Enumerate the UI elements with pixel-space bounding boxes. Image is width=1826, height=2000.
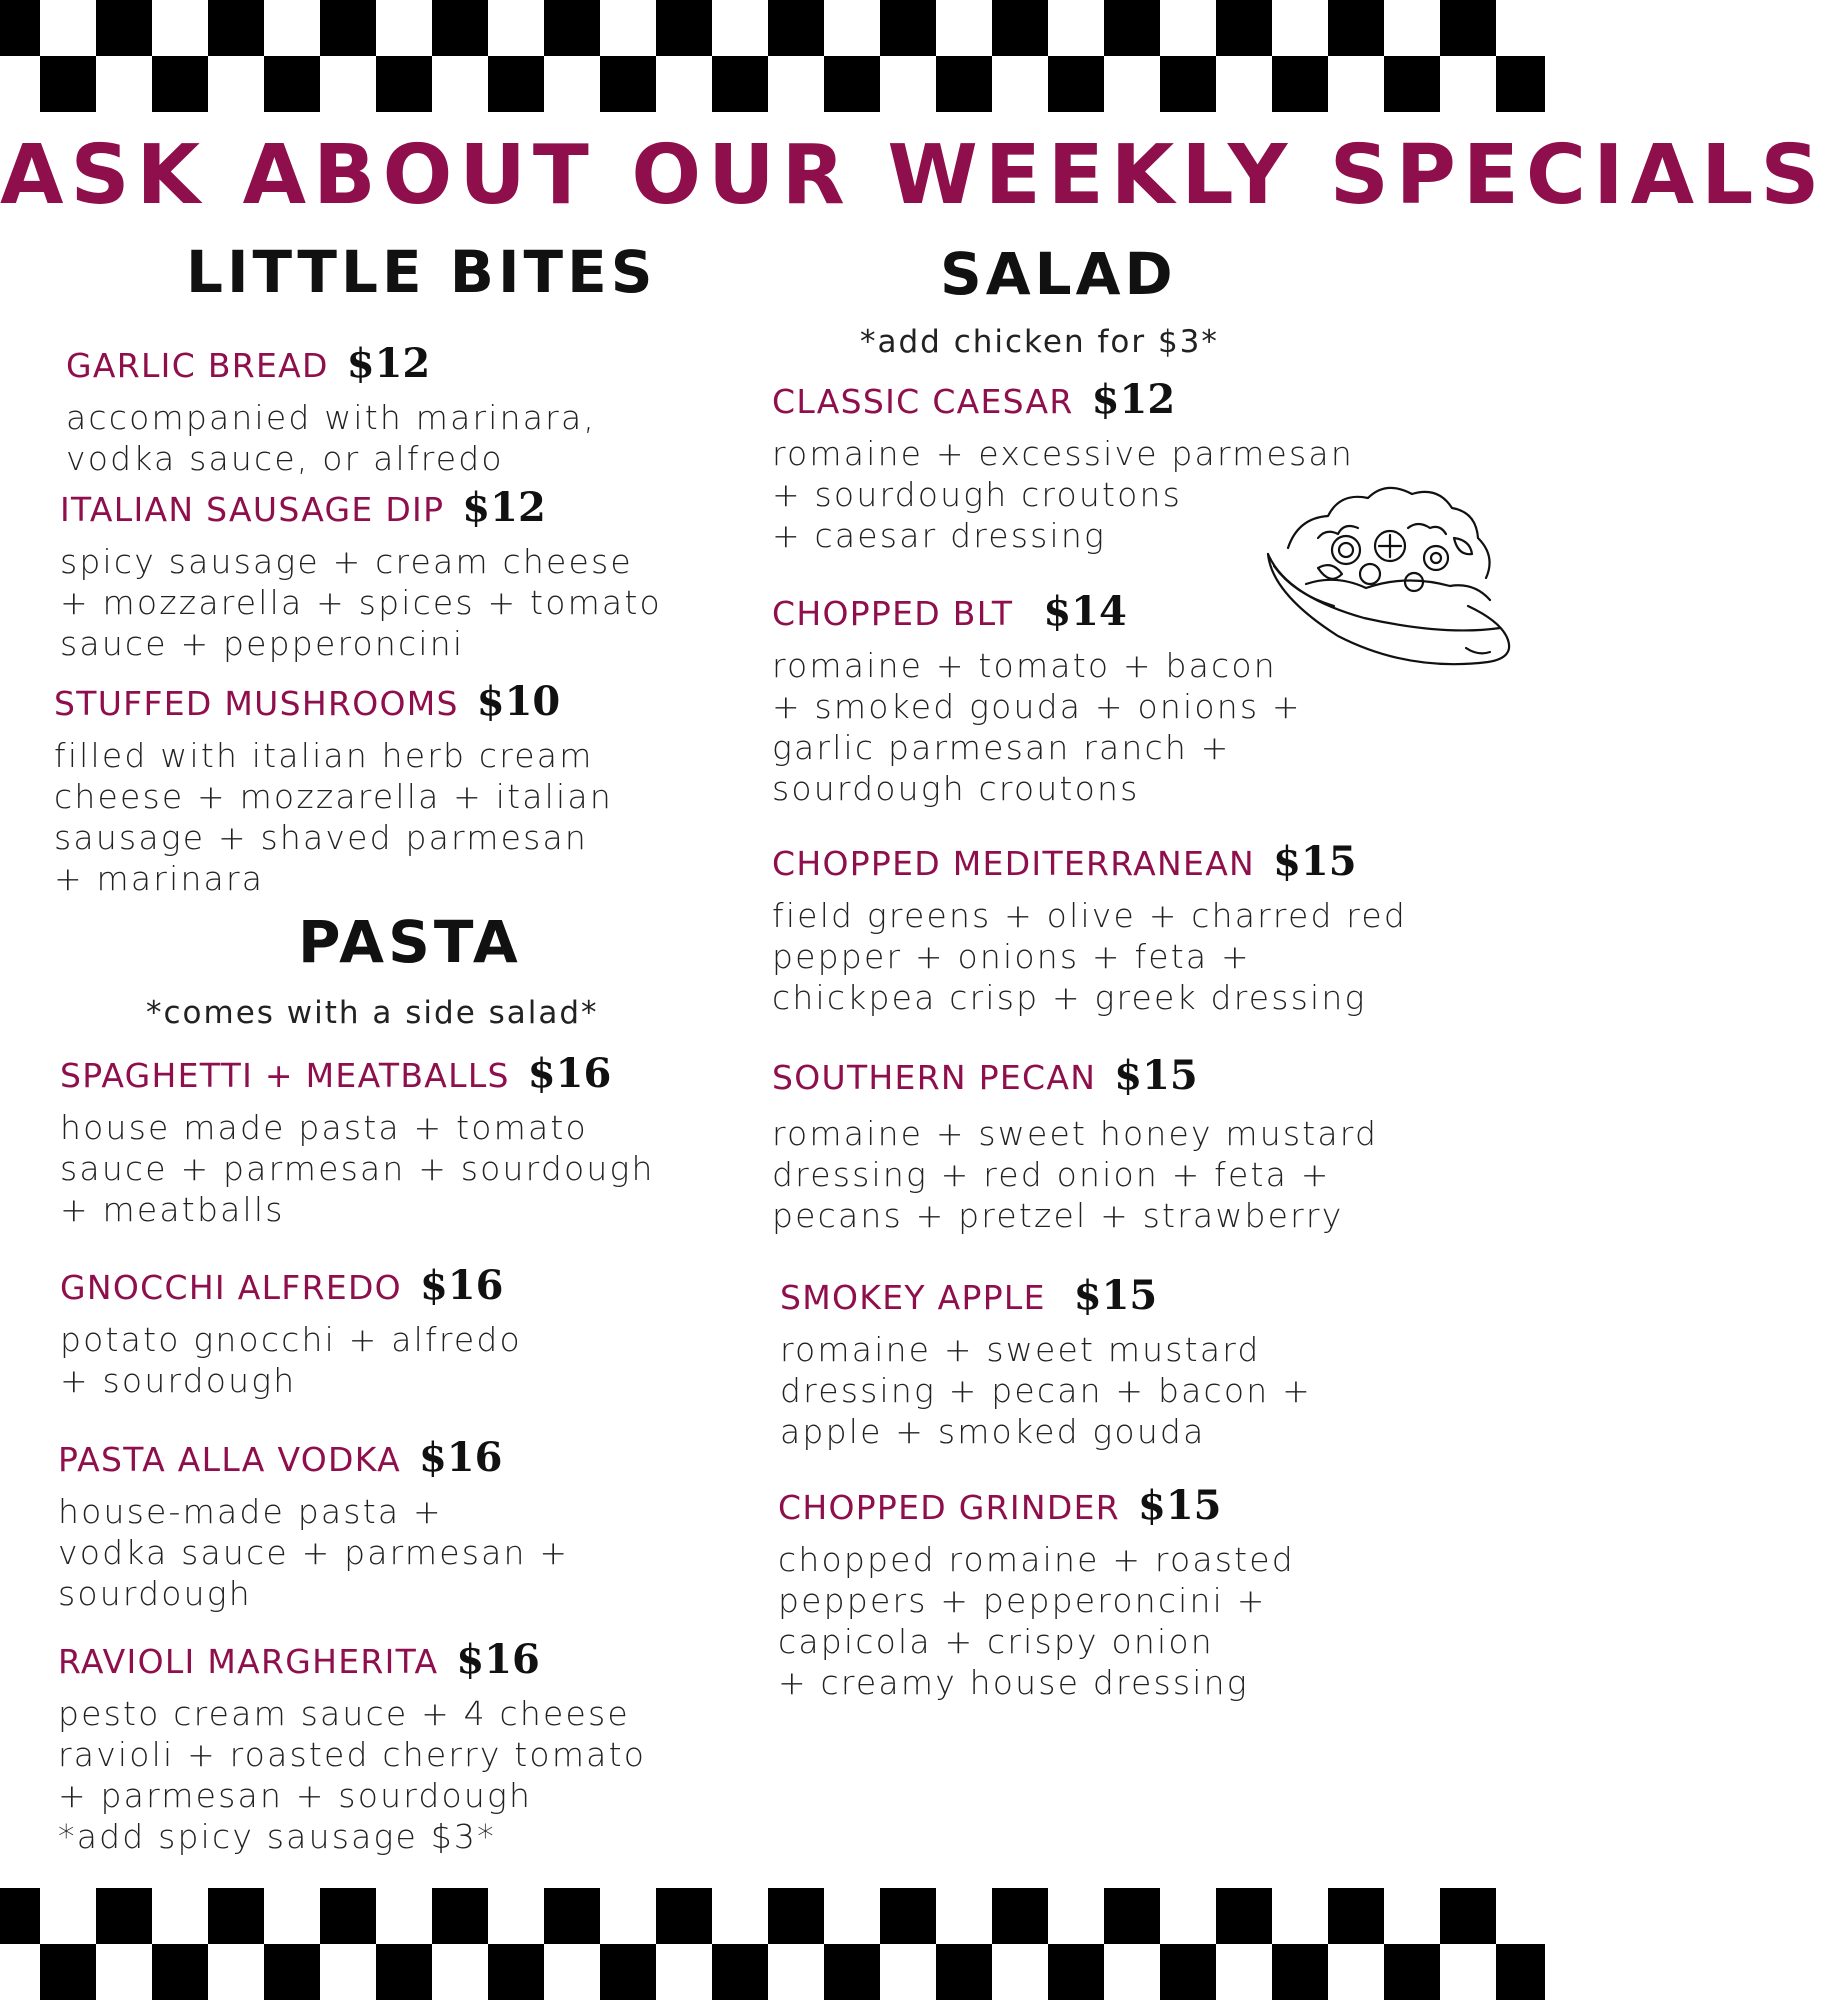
section-title-little-bites: LITTLE BITES	[186, 238, 657, 306]
item-description: romaine + tomato + bacon + smoked gouda + onions + garlic parmesan ranch + sourdough croutons	[772, 646, 1302, 808]
item-name: GNOCCHI ALFREDO	[60, 1268, 402, 1307]
pasta-note: *comes with a side salad*	[146, 995, 599, 1031]
menu-item-chopped-mediterranean	[772, 838, 1407, 1018]
item-price: $15	[1114, 1052, 1198, 1099]
item-price: $16	[419, 1262, 504, 1309]
item-description: chopped romaine + roasted peppers + pepperoncini + capicola + crispy onion + creamy house dressing	[778, 1540, 1295, 1702]
item-name: SOUTHERN PECAN	[772, 1058, 1097, 1097]
item-description: romaine + sweet mustard dressing + pecan + bacon + apple + smoked gouda	[780, 1330, 1312, 1451]
item-price: $15	[1073, 1272, 1158, 1319]
item-price: $16	[456, 1636, 540, 1683]
menu-item-chopped-blt	[772, 588, 1302, 809]
menu-item-pasta-alla-vodka	[58, 1434, 569, 1614]
item-price: $12	[1091, 376, 1176, 423]
item-description: romaine + excessive parmesan + sourdough croutons + caesar dressing	[772, 434, 1354, 555]
item-description: potato gnocchi + alfredo + sourdough	[60, 1320, 522, 1400]
item-description: house made pasta + tomato sauce + parmesan + sourdough + meatballs	[60, 1108, 655, 1229]
checkered-border-bottom	[0, 1888, 1545, 2000]
item-price: $16	[418, 1434, 503, 1481]
item-description: field greens + olive + charred red pepper + onions + feta + chickpea crisp + greek dressing	[772, 896, 1407, 1017]
section-title-salad: SALAD	[940, 240, 1177, 308]
item-name: RAVIOLI MARGHERITA	[58, 1642, 439, 1681]
menu-item-garlic-bread	[66, 340, 596, 479]
item-description: spicy sausage + cream cheese + mozzarella + spices + tomato sauce + pepperoncini	[60, 542, 662, 663]
menu-item-ravioli-margherita	[58, 1636, 646, 1857]
item-description: pesto cream sauce + 4 cheese ravioli + roasted cherry tomato + parmesan + sourdough *add spicy sausage $3*	[58, 1694, 647, 1856]
section-title-pasta: PASTA	[298, 908, 522, 976]
menu-item-southern-pecan	[772, 1052, 1378, 1236]
menu-item-chopped-grinder	[778, 1482, 1295, 1703]
item-name: CLASSIC CAESAR	[772, 382, 1074, 421]
item-price: $14	[1043, 588, 1127, 635]
item-price: $12	[462, 484, 546, 531]
item-name: PASTA ALLA VODKA	[58, 1440, 401, 1479]
item-name: CHOPPED BLT	[772, 594, 1014, 633]
menu-item-spaghetti-meatballs	[60, 1050, 655, 1230]
item-description: accompanied with marinara, vodka sauce, or alfredo	[66, 398, 597, 478]
item-name: SMOKEY APPLE	[780, 1278, 1046, 1317]
item-price: $10	[476, 678, 561, 725]
checkered-border-top	[0, 0, 1545, 112]
menu-item-smokey-apple	[780, 1272, 1312, 1452]
item-name: GARLIC BREAD	[66, 346, 329, 385]
item-price: $16	[527, 1050, 612, 1097]
item-name: SPAGHETTI + MEATBALLS	[60, 1056, 510, 1095]
salad-note: *add chicken for $3*	[860, 324, 1219, 360]
item-name: CHOPPED MEDITERRANEAN	[772, 844, 1256, 883]
item-description: filled with italian herb cream cheese + mozzarella + italian sausage + shaved parmesan + marinara	[54, 736, 613, 898]
item-description: house-made pasta + vodka sauce + parmesan + sourdough	[58, 1492, 570, 1613]
item-price: $12	[346, 340, 431, 387]
item-name: STUFFED MUSHROOMS	[54, 684, 459, 723]
menu-item-italian-sausage-dip	[60, 484, 662, 664]
menu-item-gnocchi-alfredo	[60, 1262, 522, 1401]
item-price: $15	[1273, 838, 1357, 885]
item-name: ITALIAN SAUSAGE DIP	[60, 490, 445, 529]
item-description: romaine + sweet honey mustard dressing + red onion + feta + pecans + pretzel + strawberry	[772, 1114, 1379, 1235]
item-price: $15	[1138, 1482, 1222, 1529]
menu-item-stuffed-mushrooms	[54, 678, 613, 899]
specials-headline: ASK ABOUT OUR WEEKLY SPECIALS	[0, 128, 1826, 223]
item-name: CHOPPED GRINDER	[778, 1488, 1120, 1527]
